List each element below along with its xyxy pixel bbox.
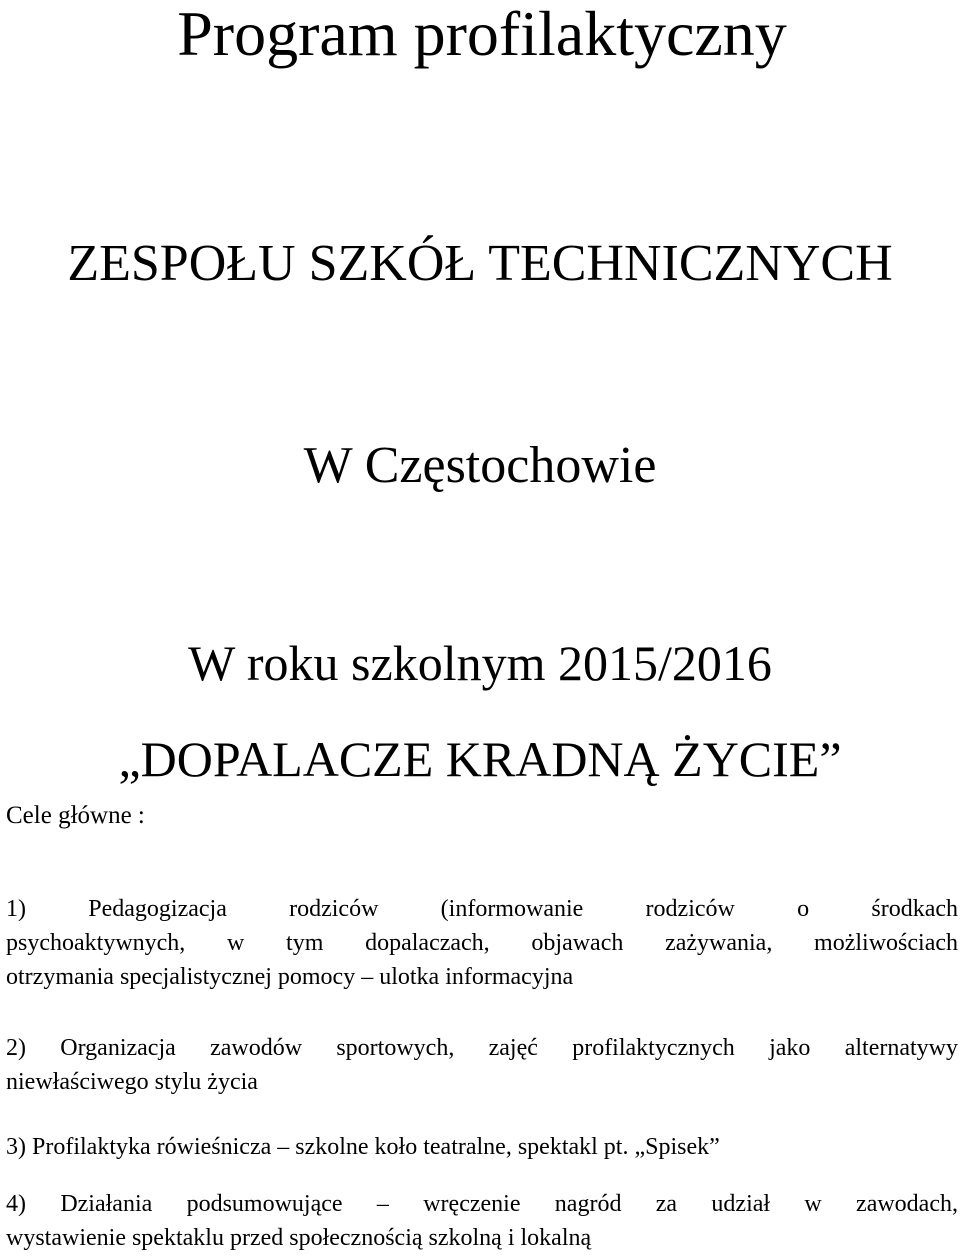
goal-item-2: [6, 1031, 958, 1099]
goal-item-2-line-1: 2) Organizacja zawodów sportowych, zajęć profilaktycznych jako alternatywy: [6, 1035, 958, 1061]
goal-item-4: [6, 1187, 958, 1255]
goal-item-3: [6, 1130, 958, 1164]
school-city: W Częstochowie: [303, 437, 657, 494]
school-name: ZESPOŁU SZKÓŁ TECHNICZNYCH: [67, 235, 893, 292]
school-year: W roku szkolnym 2015/2016: [188, 635, 772, 691]
goal-item-3-line-1: 3) Profilaktyka rówieśnicza – szkolne koło teatralne, spektakl pt. „Spisek”: [6, 1134, 720, 1160]
goal-item-4-line-1: 4) Działania podsumowujące – wręczenie nagród za udział w zawodach,: [6, 1191, 958, 1217]
goal-item-2-line-2: niewłaściwego stylu życia: [6, 1069, 258, 1095]
goals-heading: Cele główne :: [6, 802, 145, 829]
program-motto: „DOPALACZE KRADNĄ ŻYCIE”: [118, 731, 842, 787]
goal-item-1: [6, 892, 958, 994]
goal-item-4-line-2: wystawienie spektaklu przed społecznością szkolną i lokalną: [6, 1225, 592, 1251]
goal-item-1-line-3: otrzymania specjalistycznej pomocy – ulotka informacyjna: [6, 964, 574, 990]
goal-item-1-line-2: psychoaktywnych, w tym dopalaczach, objawach zażywania, możliwościach: [6, 930, 958, 956]
goal-item-1-line-1: 1) Pedagogizacja rodziców (informowanie rodziców o środkach: [6, 896, 958, 922]
document-title: Program profilaktyczny: [177, 0, 787, 69]
